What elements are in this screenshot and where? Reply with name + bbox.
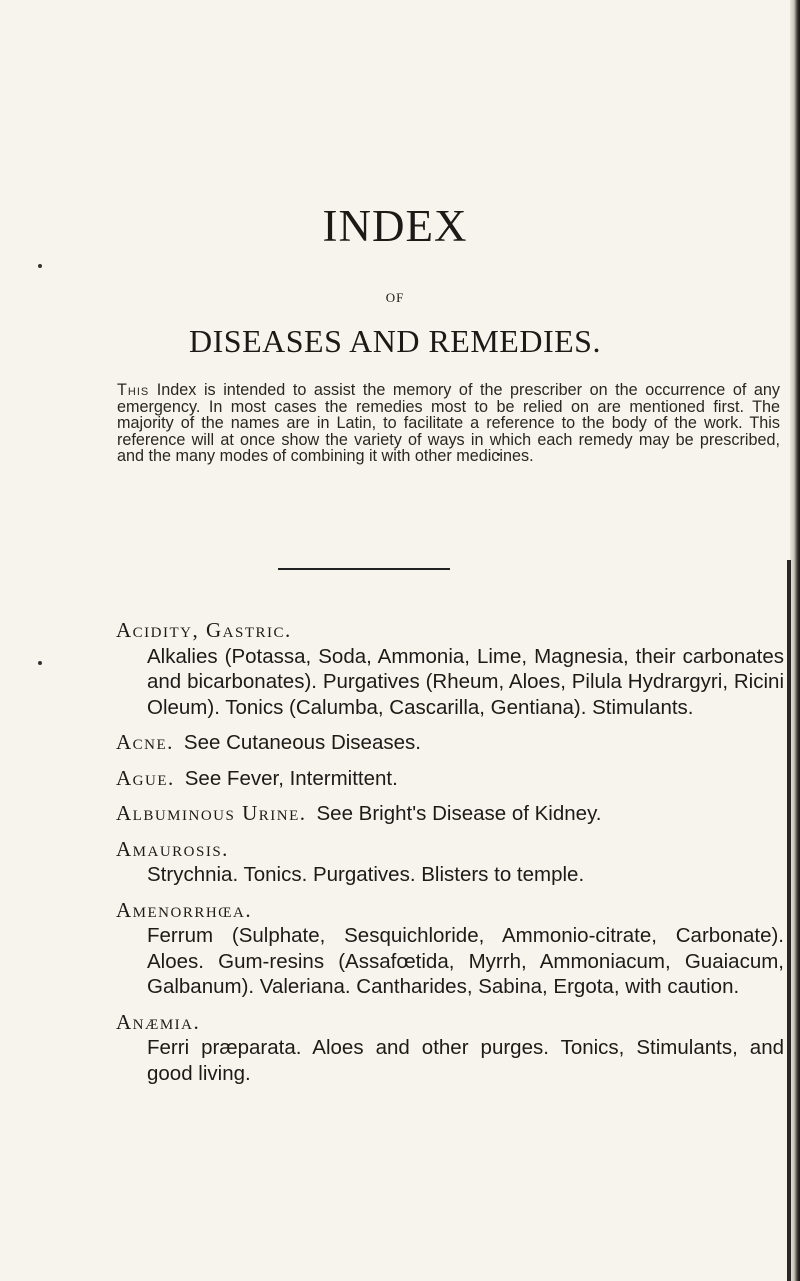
page-edge-shadow [790, 0, 800, 1281]
page-title: INDEX [322, 201, 468, 251]
entry-remedies: Ferri præparata. Aloes and other purges. Tonics, Stimulants, and good living. [147, 1036, 784, 1085]
page-subtitle: DISEASES AND REMEDIES. [189, 323, 601, 359]
intro-text: Index is intended to assist the memory of the prescriber on the occurrence of any emergency. In most cases the remedies most to be relied on are mentioned first. The majority of the names are in Latin, to facilitate a reference to the body of the work. This reference will at once show the variety of ways in which each remedy may be prescribed, and the many modes of combining it with other medicines. [117, 381, 780, 465]
index-entry [116, 1010, 784, 1087]
intro-lead-word: This [117, 381, 150, 399]
print-speck [38, 264, 42, 268]
entry-cross-reference: See Cutaneous Diseases. [183, 731, 421, 754]
index-entry [116, 730, 784, 756]
print-speck [38, 661, 42, 665]
title-connector: OF [385, 290, 405, 305]
entry-heading: Acne. [116, 730, 174, 754]
index-entry [116, 801, 784, 827]
entry-heading: Ague. [116, 765, 175, 790]
entry-remedies: Strychnia. Tonics. Purgatives. Blisters to temple. [147, 863, 585, 886]
index-entry [116, 837, 784, 888]
entry-remedies: Alkalies (Potassa, Soda, Ammonia, Lime, Magnesia, their carbonates and bicarbonates). Purgatives (Rheum, Aloes, Pilula Hydrargyri, Ricini Oleum). Tonics (Calumba, Cascarilla, Gentiana). Stimulants. [147, 644, 784, 719]
entry-heading: Acidity, Gastric. [116, 618, 292, 642]
page-edge-binding [787, 560, 791, 1281]
index-entry [116, 618, 784, 720]
entry-cross-reference: See Bright's Disease of Kidney. [316, 802, 602, 825]
entry-heading: Amenorrhœa. [116, 897, 253, 922]
entry-cross-reference: See Fever, Intermittent. [184, 766, 398, 790]
section-divider [278, 568, 450, 570]
entry-heading: Amaurosis. [116, 836, 229, 861]
index-entry [116, 766, 784, 792]
index-entry [116, 898, 784, 1000]
entry-heading: Albuminous Urine. [116, 801, 307, 825]
entry-remedies: Ferrum (Sulphate, Sesquichloride, Ammonio-citrate, Carbonate). Aloes. Gum-resins (Assafœtida, Myrrh, Ammoniacum, Guaiacum, Galbanum). Valeriana. Cantharides, Sabina, Ergota, with caution. [147, 924, 784, 998]
index-entries [116, 618, 784, 1096]
entry-heading: Anæmia. [116, 1009, 201, 1034]
intro-paragraph [117, 382, 780, 465]
